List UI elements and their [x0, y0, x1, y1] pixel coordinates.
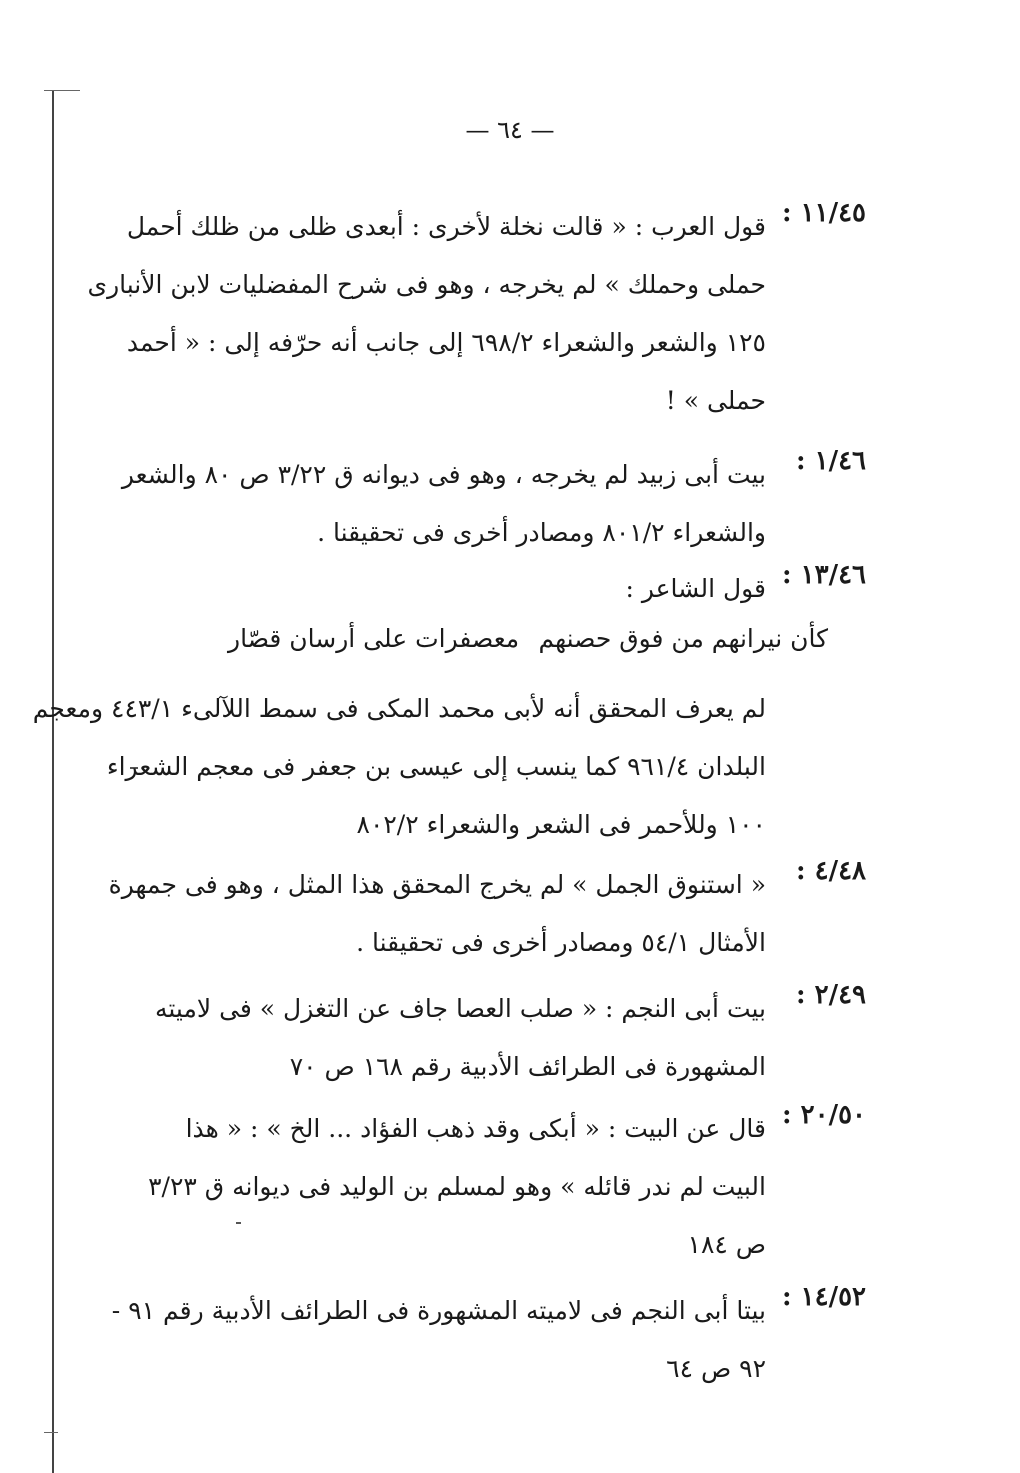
page-number: — ٦٤ —	[465, 116, 555, 144]
note-reference: ٢/٤٩ :	[795, 980, 866, 1010]
note-line: الأمثال ٥٤/١ ومصادر أخرى فى تحقيقنا .	[356, 928, 766, 957]
note-entry	[121, 446, 866, 562]
verse-first-hemistich: كأن نيرانهم من فوق حصنهم	[538, 624, 828, 653]
note-text	[186, 560, 766, 618]
note-line: قول العرب : « قالت نخلة لأخرى : أبعدى ظلى من ظلك أحمل	[126, 212, 766, 241]
note-line: بيت أبى النجم : « صلب العصا جاف عن التغزل » فى لاميته	[154, 994, 766, 1023]
poem-verse	[228, 624, 828, 653]
note-text	[87, 198, 766, 430]
note-text	[108, 856, 766, 972]
note-line: قال عن البيت : « أبكى وقد ذهب الفؤاد ... الخ » : « هذا	[185, 1114, 766, 1143]
note-entry	[108, 856, 866, 972]
note-reference: ٤/٤٨ :	[795, 856, 866, 886]
note-reference: ١/٤٦ :	[795, 446, 866, 476]
note-text	[121, 446, 766, 562]
note-line: ٩٢ ص ٦٤	[666, 1354, 766, 1383]
note-text	[154, 980, 766, 1096]
note-entry	[154, 980, 866, 1096]
note-entry	[148, 1100, 866, 1274]
note-entry	[87, 198, 866, 430]
note-line: ص ١٨٤	[687, 1230, 766, 1259]
note-reference: ١٣/٤٦ :	[781, 560, 866, 590]
verse-second-hemistich: معصفرات على أرسان قصّار	[228, 624, 520, 653]
note-line: لم يعرف المحقق أنه لأبى محمد المكى فى سمط اللآلىء ٤٤٣/١ ومعجم	[32, 694, 766, 723]
note-text	[111, 1282, 766, 1398]
margin-tick-top	[44, 90, 80, 91]
note-entry	[111, 1282, 866, 1398]
note-reference: ٢٠/٥٠ :	[781, 1100, 866, 1130]
note-line: المشهورة فى الطرائف الأدبية رقم ١٦٨ ص ٧٠	[289, 1052, 766, 1081]
note-line: « استنوق الجمل » لم يخرج المحقق هذا المثل ، وهو فى جمهرة	[108, 870, 766, 899]
note-line: بيتا أبى النجم فى لاميته المشهورة فى الطرائف الأدبية رقم ٩١ -	[111, 1296, 766, 1325]
note-line: قول الشاعر :	[625, 574, 766, 603]
verse-note	[32, 680, 766, 854]
margin-tick-bottom	[44, 1432, 58, 1433]
note-line: ١٠٠ وللأحمر فى الشعر والشعراء ٨٠٢/٢	[356, 810, 766, 839]
note-line: بيت أبى زبيد لم يخرجه ، وهو فى ديوانه ق ٣/٢٢ ص ٨٠ والشعر	[121, 460, 766, 489]
note-line: البلدان ٩٦١/٤ كما ينسب إلى عيسى بن جعفر فى معجم الشعراء	[106, 752, 766, 781]
note-line: حملى وحملك » لم يخرجه ، وهو فى شرح المفضليات لابن الأنبارى	[87, 270, 766, 299]
note-reference: ١٤/٥٢ :	[781, 1282, 866, 1312]
note-line: ١٢٥ والشعر والشعراء ٦٩٨/٢ إلى جانب أنه حرّفه إلى : « أحمد	[126, 328, 766, 357]
note-reference: ١١/٤٥ :	[781, 198, 866, 228]
note-line: والشعراء ٨٠١/٢ ومصادر أخرى فى تحقيقنا .	[317, 518, 766, 547]
note-line: حملى » !	[665, 386, 766, 415]
note-line: البيت لم ندر قائله » وهو لمسلم بن الوليد فى ديوانه ق ٣/٢٣	[148, 1172, 766, 1201]
note-text	[148, 1100, 766, 1274]
margin-line	[52, 90, 54, 1473]
note-entry	[186, 560, 866, 618]
